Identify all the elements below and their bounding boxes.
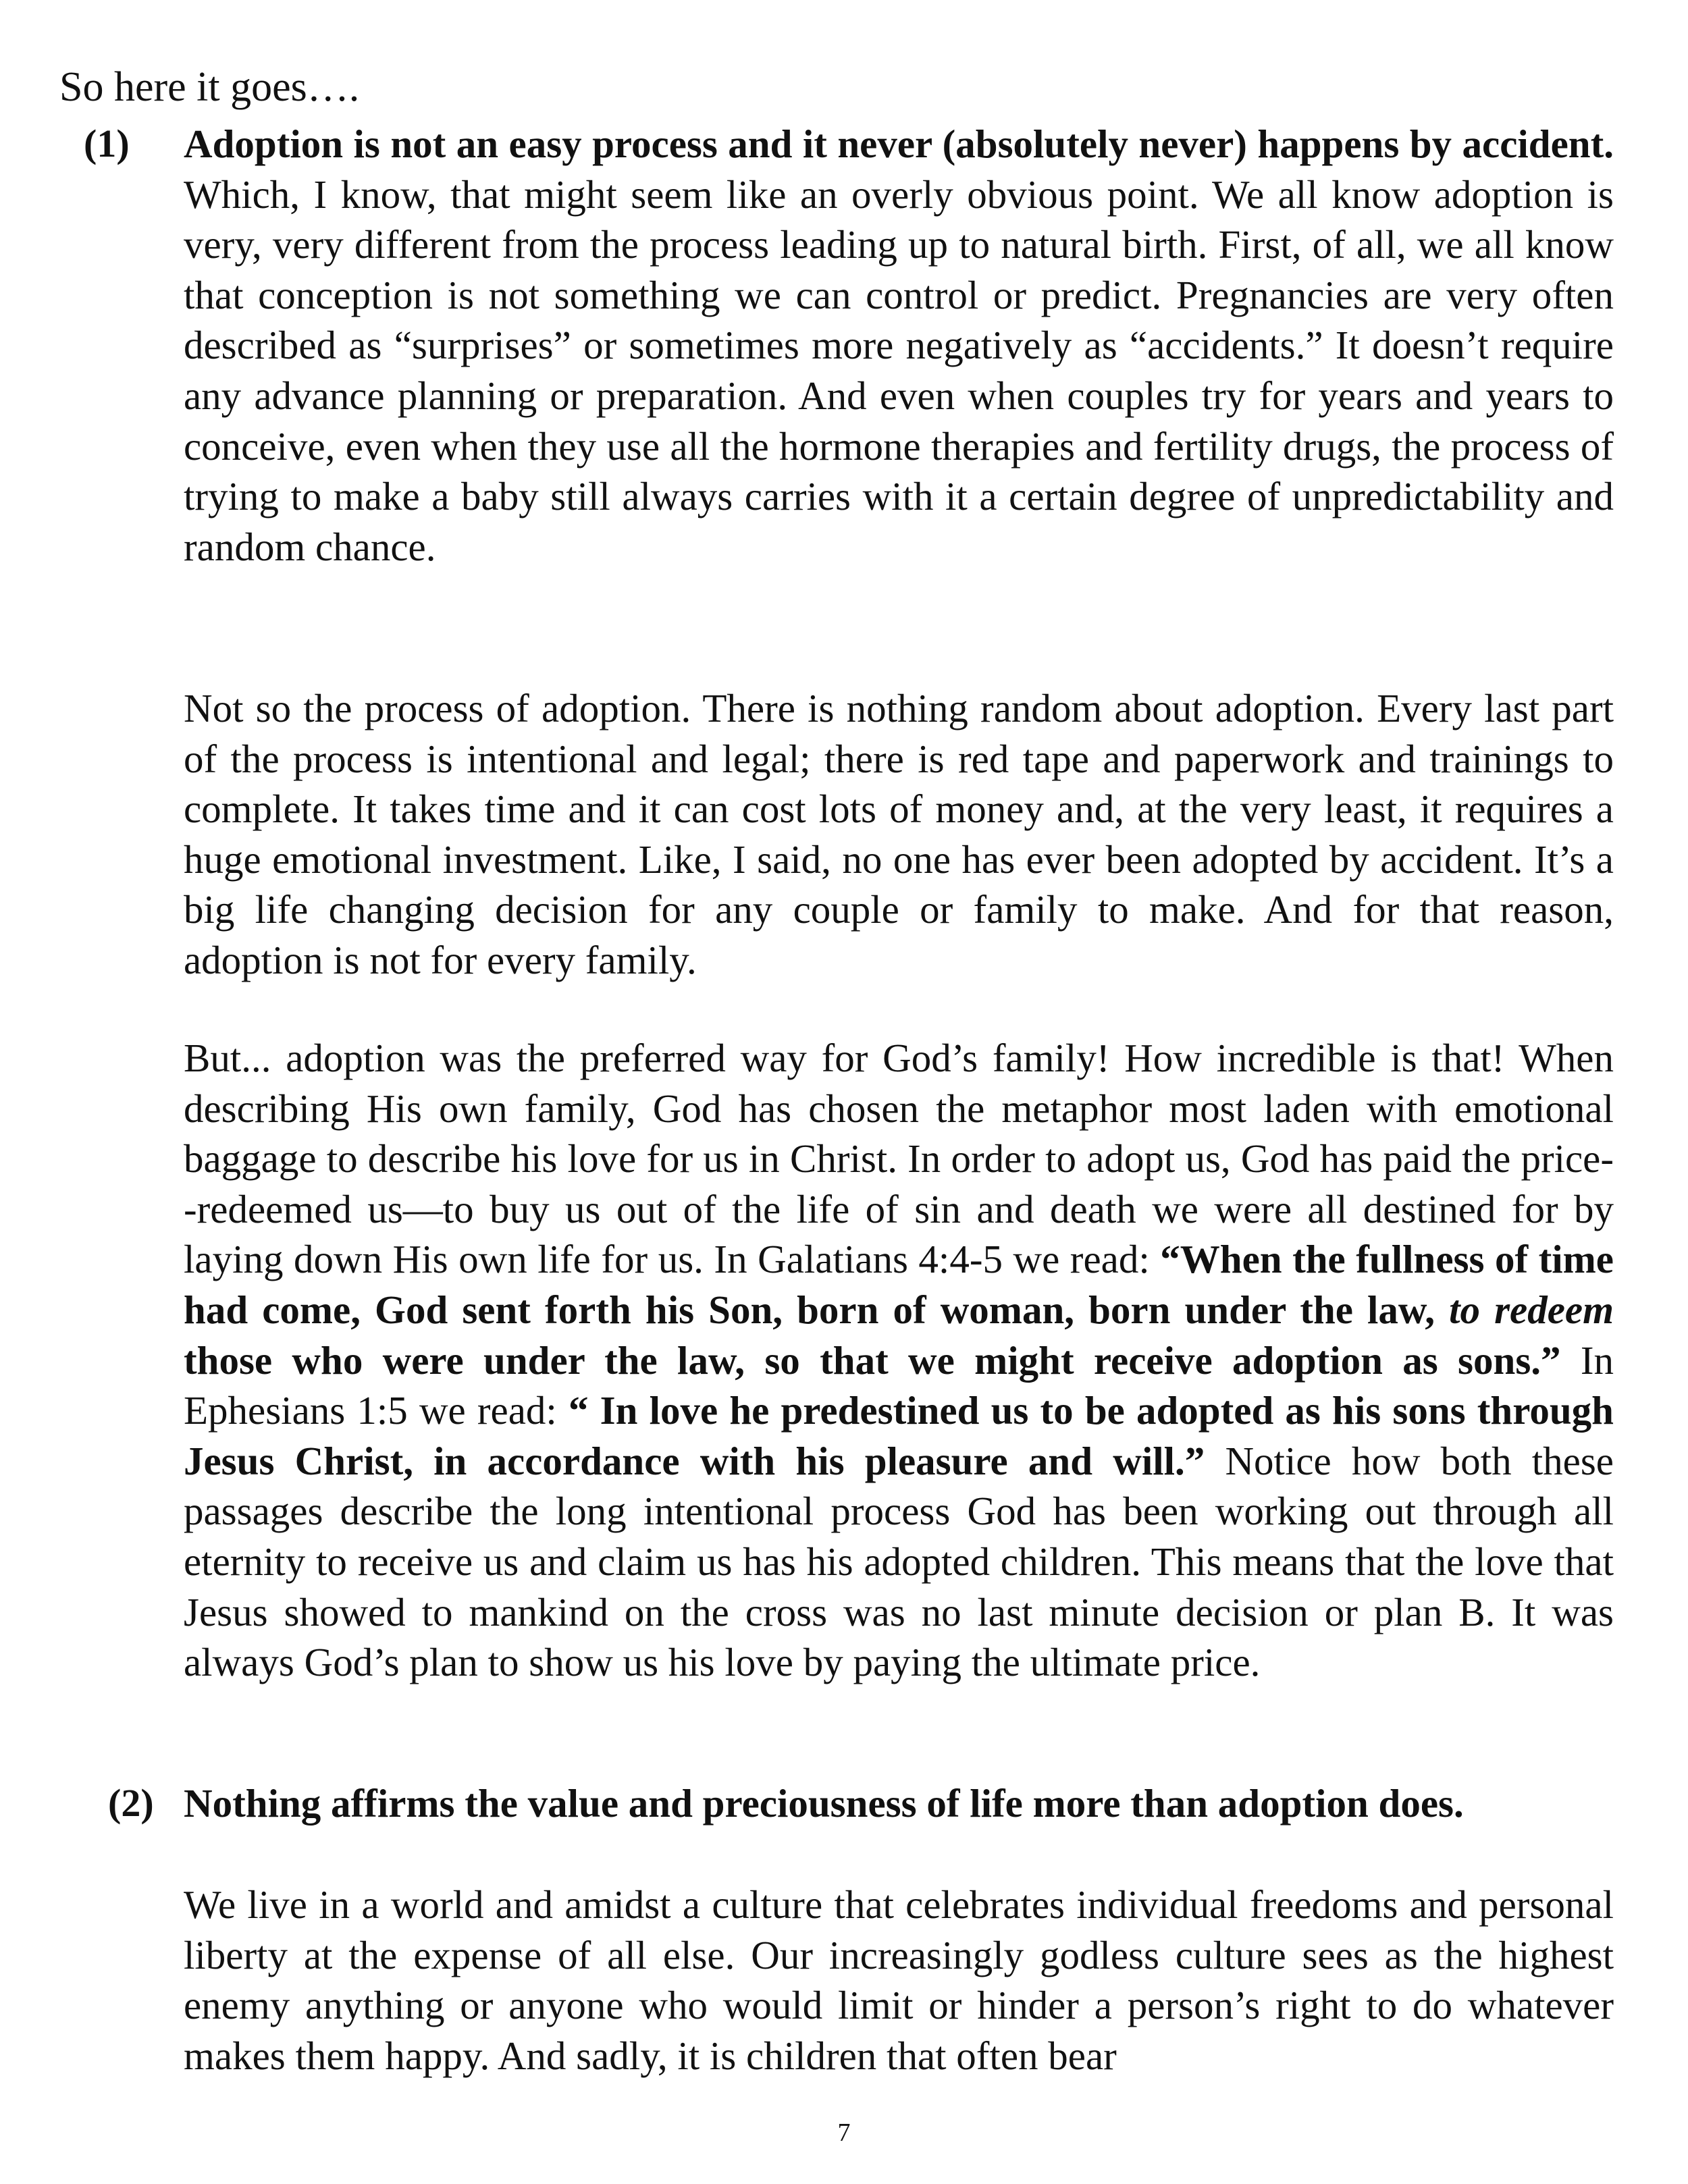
item-1-paragraph-2: Not so the process of adoption. There is nothing random about adoption. Every last part of the process is intentional and legal; there is red tape and paperwork and trainings to complete. It takes time and it can cost lots of money and, at the very least, it requires a huge emotional investment. Like, I said, no one has ever been adopted by accident. It’s a big life changing decision for any couple or family to make. And for that reason, adoption is not for every family. bbox=[184, 686, 1614, 982]
galatians-quote-b: those who were under the law, so that we might receive adoption as sons.” bbox=[184, 1337, 1561, 1383]
paragraph-3-text-c: Notice how both these passages describe the long intentional process God has been working out through all eternity to receive us and claim us has his adopted children. This means that the love that Jesus showed to mankind on the cross was no last minute decision or plan B. It was always God’s plan to show us his love by paying the ultimate price. bbox=[184, 1438, 1614, 1685]
page-number: 7 bbox=[837, 2119, 851, 2147]
item-1-heading: Adoption is not an easy process and it never (absolutely never) happens by accident. bbox=[184, 122, 1614, 166]
item-2-paragraph-1: We live in a world and amidst a culture that celebrates individual freedoms and personal liberty at the expense of all else. Our increasingly godless culture sees as the highest enemy anything or anyone who would limit or hinder a person’s right to do whatever makes them happy. And sadly, it is children that often bear bbox=[184, 1882, 1614, 2078]
galatians-quote-emphasis: to redeem bbox=[1449, 1287, 1614, 1332]
item-2-heading: Nothing affirms the value and preciousness of life more than adoption does. bbox=[184, 1781, 1464, 1826]
paragraph-3-text-a: But... adoption was the preferred way for God’s family! How incredible is that! When describing His own family, God has chosen the metaphor most laden with emotional baggage to describe his love for us in Christ. In order to adopt us, God has paid the price--redeemed us—to buy us out of the life of sin and death we were all destined for by laying down His own life for us. In Galatians 4:4-5 we read: bbox=[184, 1036, 1614, 1282]
intro-line: So here it goes…. bbox=[59, 64, 360, 110]
item-1-number: (1) bbox=[84, 122, 130, 165]
paragraph-3-text-b: In Ephesians 1:5 we read: bbox=[184, 1337, 1614, 1433]
item-1-paragraph-3 bbox=[184, 1033, 1614, 1688]
item-1-paragraph-1-text: Which, I know, that might seem like an overly obvious point. We all know adoption is very, very different from the process leading up to natural birth. First, of all, we all know that conception is not something we can control or predict. Pregnancies are very often described as “surprises” or sometimes more negatively as “accidents.” It doesn’t require any advance planning or preparation. And even when couples try for years and years to conceive, even when they use all the hormone therapies and fertility drugs, the process of trying to make a baby still always carries with it a certain degree of unpredictability and random chance. bbox=[184, 171, 1614, 569]
item-2-number: (2) bbox=[108, 1781, 154, 1825]
galatians-quote-a: “When the fullness of time had come, God sent forth his Son, born of woman, born under the law, bbox=[184, 1237, 1614, 1332]
ephesians-quote: “ In love he predestined us to be adopted as his sons through Jesus Christ, in accordance with his pleasure and will.” bbox=[184, 1388, 1614, 1483]
item-1-paragraph-1 bbox=[184, 119, 1614, 572]
